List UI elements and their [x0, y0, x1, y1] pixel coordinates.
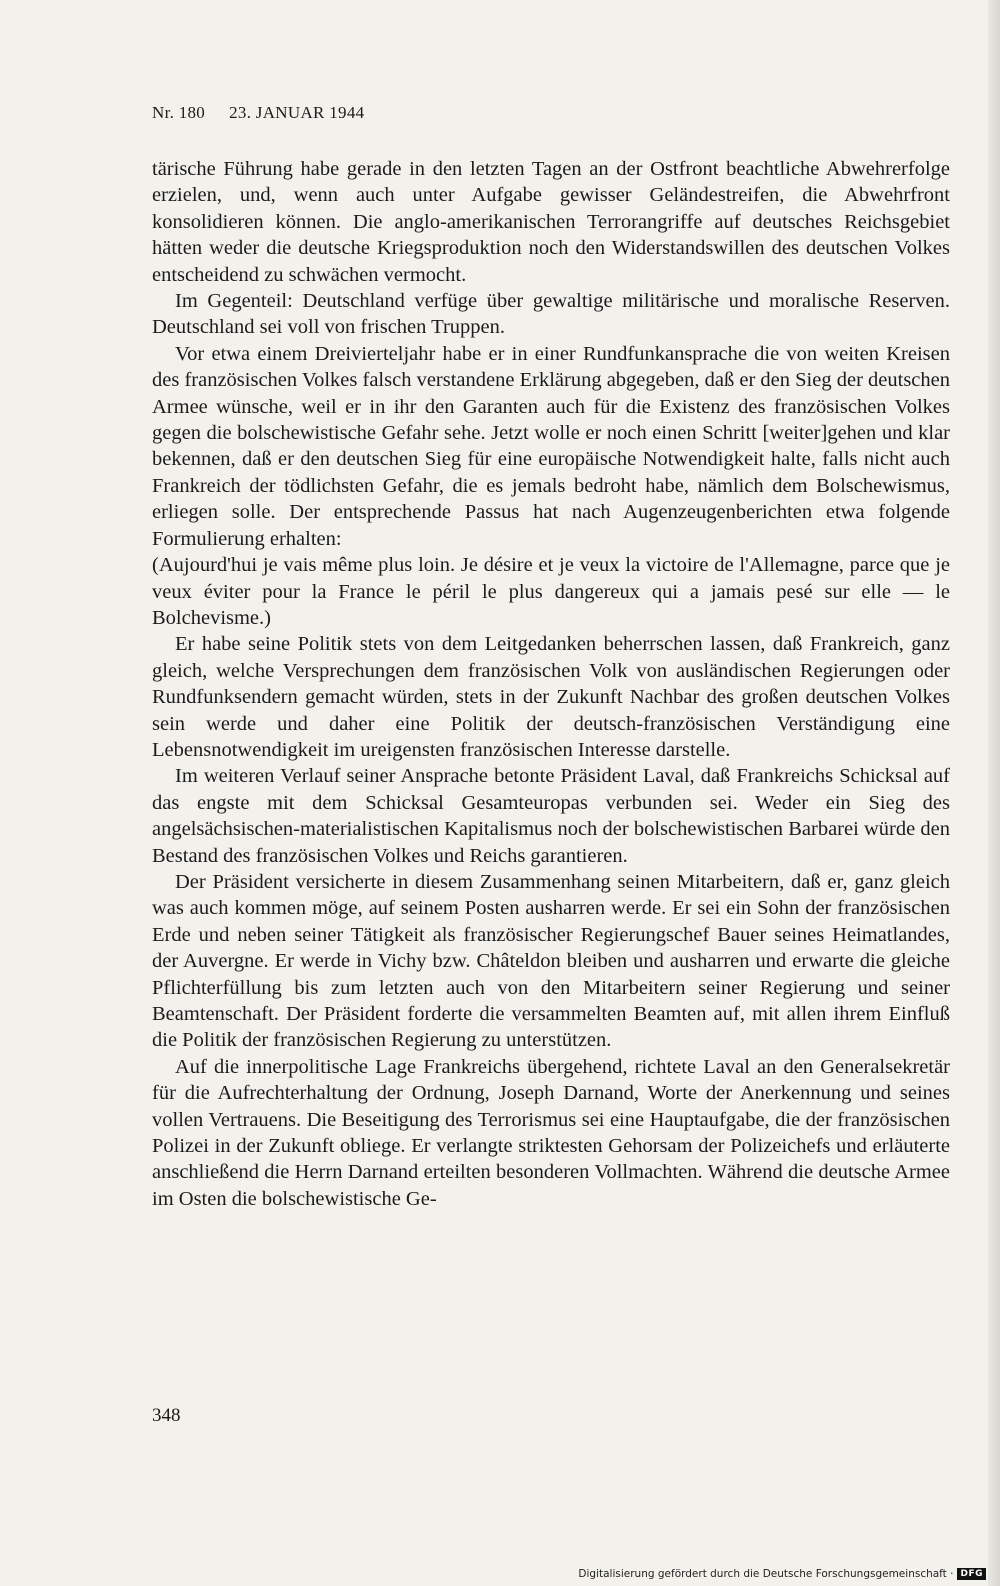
body-text — [152, 156, 950, 1212]
paragraph-7: Der Präsident versicherte in diesem Zusammenhang seinen Mitarbeitern, daß er, ganz gleich was auch kommen möge, auf seinem Posten ausharren werde. Er sei ein Sohn der französischen Erde und neben seiner Tätigkeit als französischer Regierungschef Bauer seines Heimatlandes, der Auvergne. Er werde in Vichy bzw. Châteldon bleiben und ausharren und erwarte die gleiche Pflichterfüllung bis zum letzten auch von den Mitarbeitern seiner Regierung und seiner Beamtenschaft. Der Präsident forderte die versammelten Beamten auf, mit allen ihrem Einfluß die Politik der französischen Regierung zu unterstützen. — [152, 870, 950, 1052]
paragraph-1: tärische Führung habe gerade in den letzten Tagen an der Ostfront beachtliche Abwehrerfolge erzielen, und, wenn auch unter Aufgabe gewisser Geländestreifen, die Abwehrfront konsolidieren können. Die anglo-amerikanischen Terrorangriffe auf deutsches Reichsgebiet hätten weder die deutsche Kriegsproduktion noch den Widerstandswillen des deutschen Volkes entscheidend zu schwächen vermocht. — [152, 158, 950, 286]
paragraph-5: Er habe seine Politik stets von dem Leitgedanken beherrschen lassen, daß Frankreich, ganz gleich, welche Versprechungen dem französischen Volk von ausländischen Regierungen oder Rundfunksendern gemacht würden, stets in der Zukunft Nachbar des großen deutschen Volkes sein werde und daher eine Politik der deutsch-französischen Verständigung eine Lebensnotwendigkeit im ureigensten französischen Interesse darstelle. — [152, 633, 950, 761]
footer-credit: Digitalisierung gefördert durch die Deutsche Forschungsgemeinschaft · — [578, 1568, 954, 1580]
paragraph-3: Vor etwa einem Dreivierteljahr habe er in einer Rundfunkansprache die von weiten Kreisen des französischen Volkes falsch verstandene Erklärung abgegeben, daß er den Sieg der deutschen Armee wünsche, weil er in ihr den Garanten auch für die Existenz des französischen Volkes gegen die bolschewistische Gefahr sehe. Jetzt wolle er noch einen Schritt [weiter]gehen und klar bekennen, daß er den deutschen Sieg für eine europäische Notwendigkeit halte, falls nicht auch Frankreich der tödlichsten Gefahr, die es jemals bedroht habe, nämlich dem Bolschewismus, erliegen solle. Der entsprechende Passus hat nach Augenzeugenberichten etwa folgende Formulierung erhalten: — [152, 342, 950, 550]
paragraph-8: Auf die innerpolitische Lage Frankreichs übergehend, richtete Laval an den Generalsekretär für die Aufrechterhaltung der Ordnung, Joseph Darnand, Worte der Anerkennung und seines vollen Vertrauens. Die Beseitigung des Terrorismus sei eine Hauptaufgabe, die der französischen Polizei in der Zukunft obliege. Er verlangte striktesten Gehorsam der Polizeichefs und erläuterte anschließend die Herrn Darnand erteilten besonderen Vollmachten. Während die deutsche Armee im Osten die bolschewistische Ge- — [152, 1055, 950, 1210]
document-date: 23. JANUAR 1944 — [229, 103, 365, 122]
page-number: 348 — [152, 1405, 181, 1426]
running-header — [152, 103, 388, 123]
paragraph-6: Im weiteren Verlauf seiner Ansprache betonte Präsident Laval, daß Frankreichs Schicksal auf das engste mit dem Schicksal Gesamteuropas verbunden sei. Weder ein Sieg des angelsächsischen-materialistischen Kapitalismus noch der bolschewistischen Barbarei würde den Bestand des französischen Volkes und Reichs garantieren. — [152, 765, 950, 867]
page-edge-shadow — [988, 0, 1000, 1586]
quote-paragraph: (Aujourd'hui je vais même plus loin. Je désire et je veux la victoire de l'Allemagne, parce que je veux éviter pour la France le péril le plus dangereux qui a jamais pesé sur elle — le Bolchevisme.) — [152, 554, 950, 629]
digitization-footer — [578, 1568, 986, 1580]
document-number: Nr. 180 — [152, 103, 206, 122]
dfg-logo: DFG — [957, 1568, 986, 1580]
paragraph-2: Im Gegenteil: Deutschland verfüge über gewaltige militärische und moralische Reserven. Deutschland sei voll von frischen Truppen. — [152, 290, 950, 339]
